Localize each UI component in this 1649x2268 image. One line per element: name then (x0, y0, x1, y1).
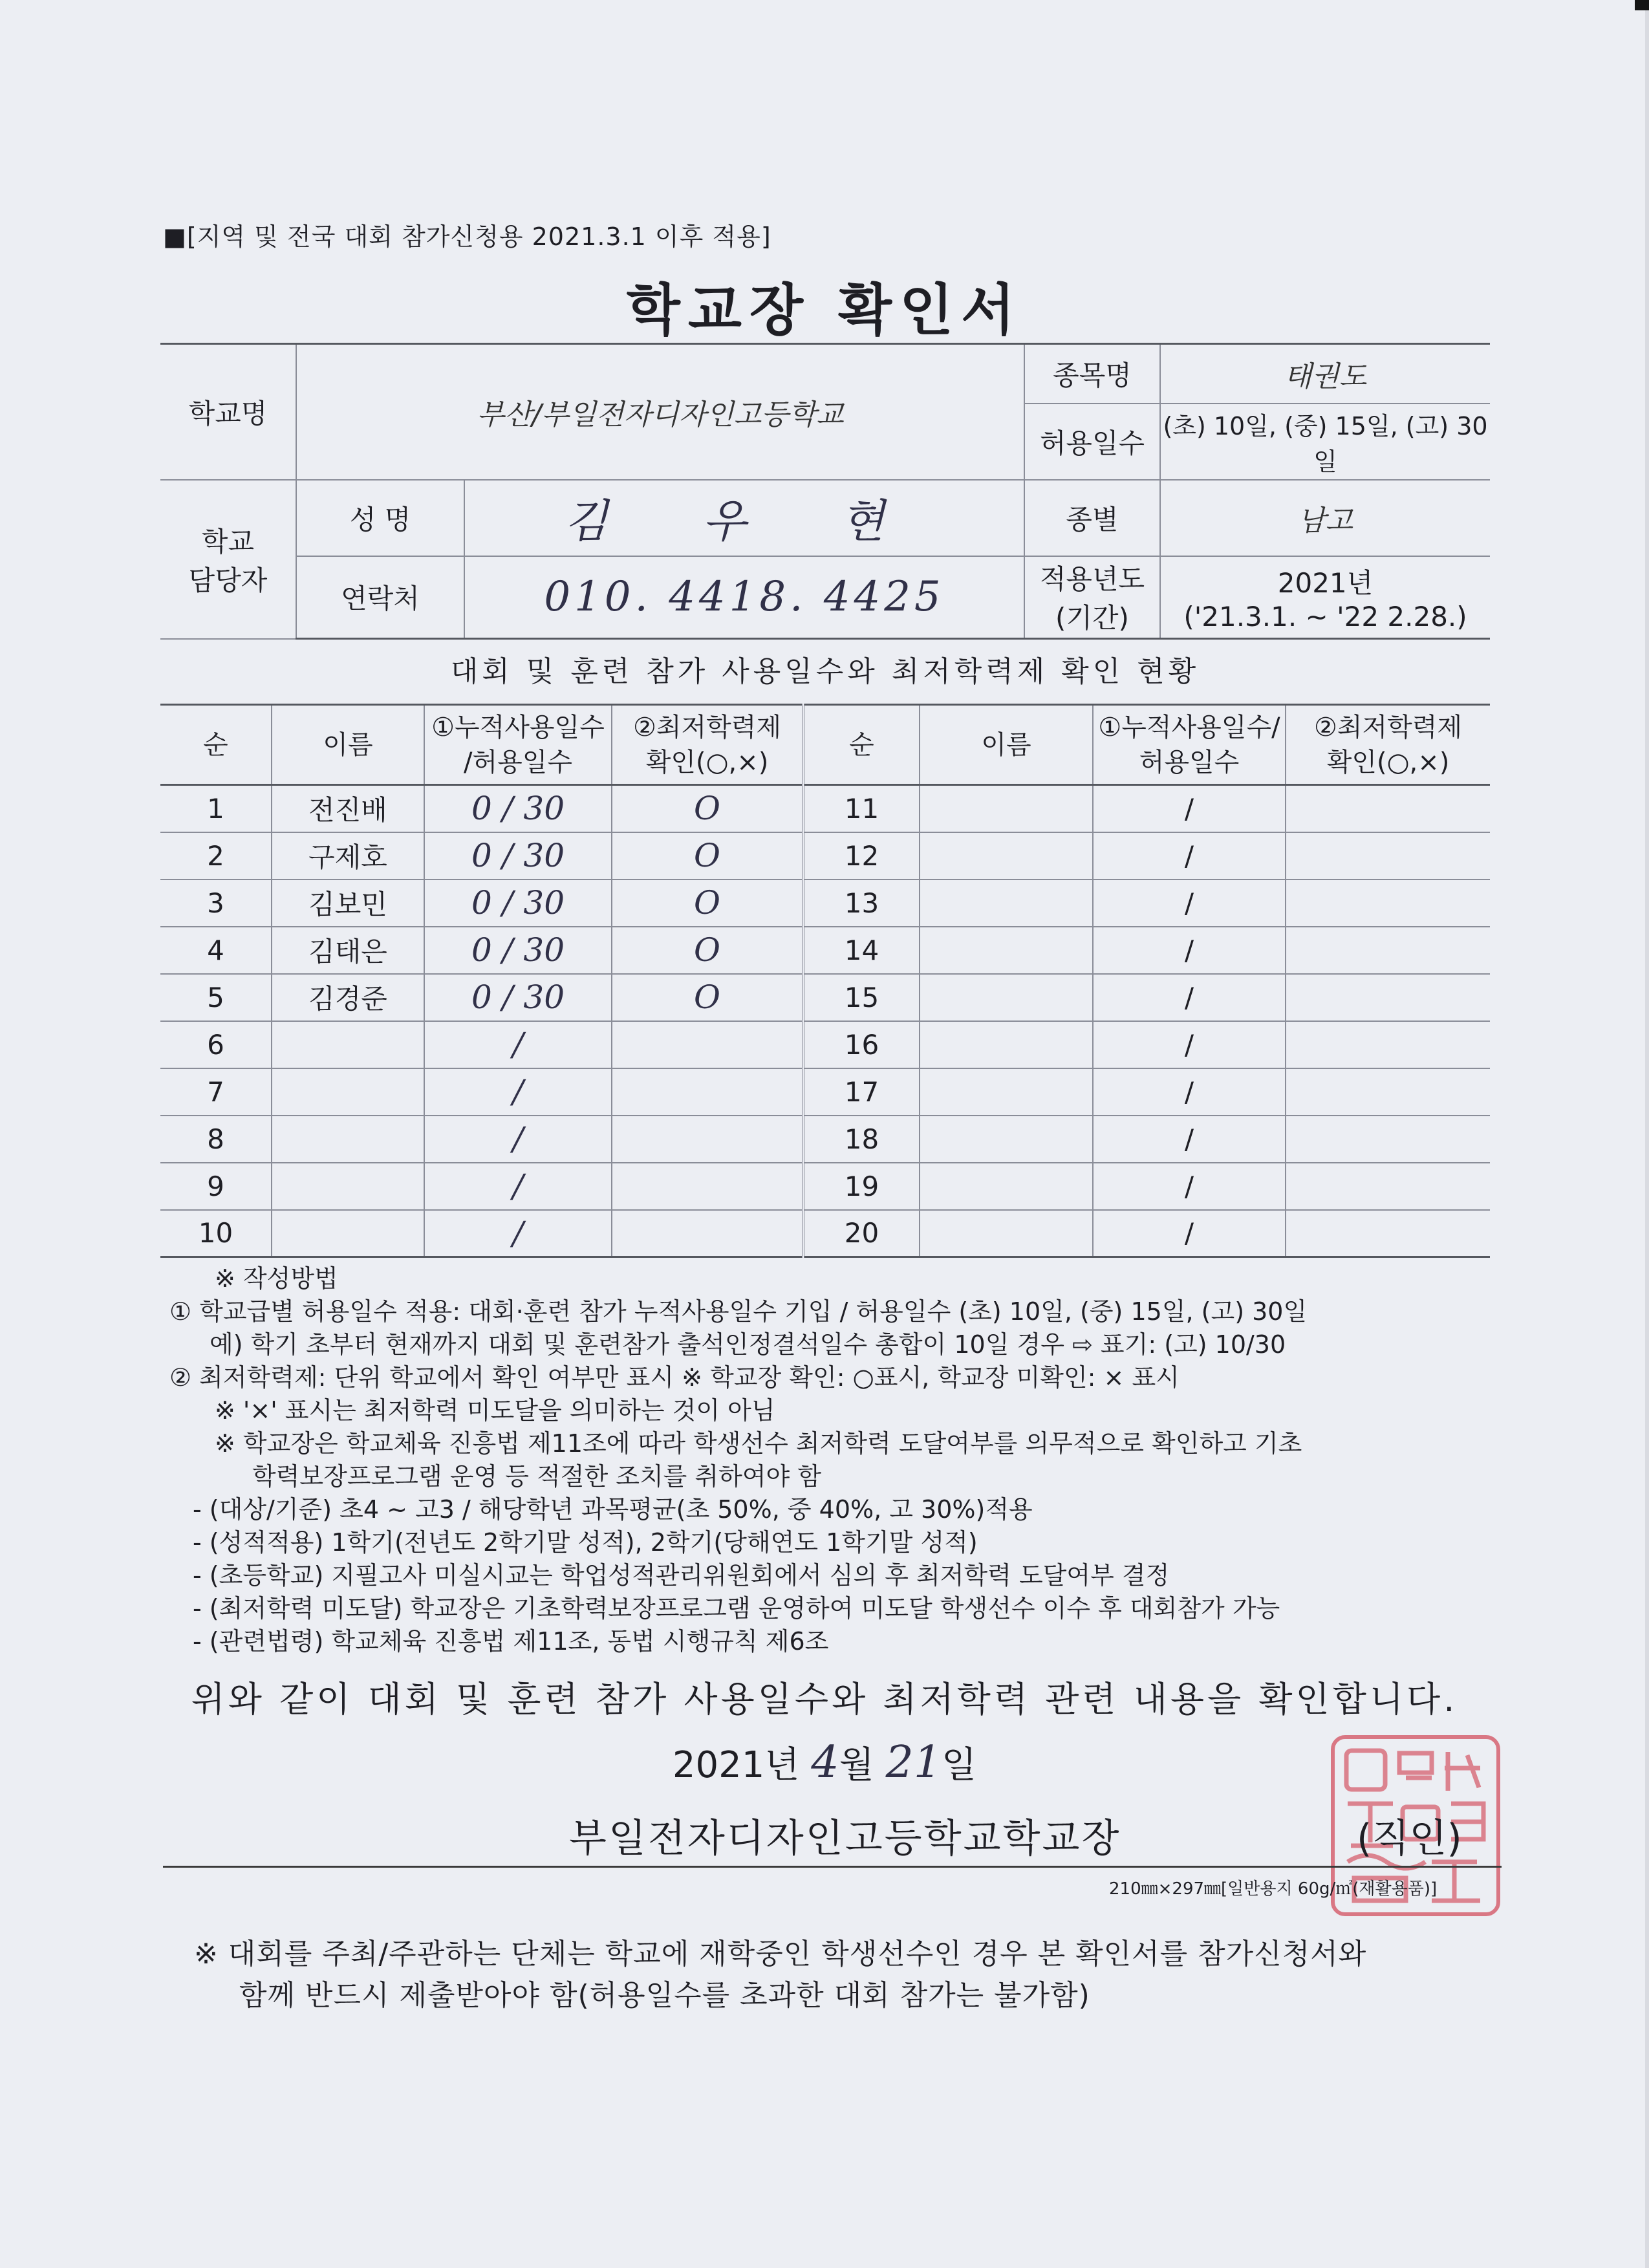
row-no: 10 (160, 1210, 272, 1257)
row-no-right: 12 (803, 832, 920, 880)
row-min-check: O (612, 880, 803, 927)
year-label (1024, 556, 1160, 639)
year-value (1160, 556, 1490, 639)
row-days-right: / (1093, 1163, 1286, 1210)
row-name-right (920, 1068, 1093, 1116)
note-1b: 예) 학기 초부터 현재까지 대회 및 훈련참가 출석인정결석일수 총합이 10일 경우 ⇨ 표기: (고) 10/30 (210, 1330, 1286, 1359)
row-name: 김태은 (272, 927, 424, 974)
row-days-right: / (1093, 1068, 1286, 1116)
row-min-check-right (1286, 785, 1490, 832)
row-min-check (612, 1163, 803, 1210)
row-name: 김경준 (272, 974, 424, 1021)
row-no: 6 (160, 1021, 272, 1068)
manager-label-line1: 학교 (201, 525, 255, 557)
row-no-right: 15 (803, 974, 920, 1021)
date-day-unit: 일 (942, 1744, 977, 1786)
header-min-right (1286, 705, 1490, 785)
manager-label-line2: 담당자 (188, 564, 268, 596)
usage-table (160, 704, 1490, 1258)
row-days: / (424, 1116, 612, 1163)
table-row (160, 1116, 1490, 1163)
row-no-right: 19 (803, 1163, 920, 1210)
row-days-right: / (1093, 832, 1286, 880)
year-value-line1: 2021년 (1277, 567, 1374, 599)
form-usage-note: ■[지역 및 전국 대회 참가신청용 2021.3.1 이후 적용] (163, 222, 771, 251)
date-day: 21 (885, 1737, 942, 1788)
row-days-right: / (1093, 785, 1286, 832)
note-d4: - (최저학력 미도달) 학교장은 기초학력보장프로그램 운영하여 미도달 학생선수 이수 후 대회참가 가능 (193, 1594, 1280, 1623)
row-no: 4 (160, 927, 272, 974)
usage-subtitle: 대회 및 훈련 참가 사용일수와 최저학력제 확인 현황 (450, 655, 1200, 688)
principal-title: 부일전자디자인고등학교학교장 (569, 1816, 1121, 1861)
row-name: 구제호 (272, 832, 424, 880)
header-days-right-line2: 허용일수 (1139, 747, 1240, 777)
row-name (272, 1116, 424, 1163)
row-min-check (612, 1210, 803, 1257)
row-no: 1 (160, 785, 272, 832)
header-no: 순 (160, 705, 272, 785)
row-days: 0 / 30 (424, 785, 612, 832)
row-no: 9 (160, 1163, 272, 1210)
row-days: / (424, 1210, 612, 1257)
document-title: 학교장 확인서 (626, 278, 1023, 343)
header-min-right-line2: 확인(○,×) (1326, 747, 1450, 777)
contact-label: 연락처 (296, 556, 464, 639)
row-name-right (920, 1210, 1093, 1257)
confirmation-statement: 위와 같이 대회 및 훈련 참가 사용일수와 최저학력 관련 내용을 확인합니다. (191, 1679, 1458, 1720)
manager-name: 김 우 현 (464, 480, 1024, 556)
paper-spec: 210㎜×297㎜[일반용지 60g/㎡(재활용품)] (1109, 1879, 1438, 1899)
note-2c: 학력보장프로그램 운영 등 적절한 조치를 취하여야 함 (252, 1462, 822, 1491)
row-name (272, 1068, 424, 1116)
header-min-line1: ②최저학력제 (632, 712, 782, 742)
row-min-check: O (612, 785, 803, 832)
row-days-right: / (1093, 1021, 1286, 1068)
name-label: 성 명 (296, 480, 464, 556)
note-d3: - (초등학교) 지필고사 미실시교는 학업성적관리위원회에서 심의 후 최저학력 도달여부 결정 (193, 1561, 1170, 1590)
usage-rows (160, 785, 1490, 1257)
row-no: 5 (160, 974, 272, 1021)
table-row (160, 1021, 1490, 1068)
note-2b: ※ 학교장은 학교체육 진흥법 제11조에 따라 학생선수 최저학력 도달여부를 의무적으로 확인하고 기초 (215, 1429, 1302, 1458)
row-name-right (920, 832, 1093, 880)
header-name: 이름 (272, 705, 424, 785)
table-row (160, 880, 1490, 927)
row-no-right: 11 (803, 785, 920, 832)
row-no: 7 (160, 1068, 272, 1116)
row-min-check-right (1286, 1068, 1490, 1116)
row-min-check-right (1286, 1021, 1490, 1068)
header-days-right-line1: ①누적사용일수/ (1098, 712, 1280, 742)
date-month: 4 (811, 1737, 839, 1788)
header-days-line1: ①누적사용일수 (431, 712, 605, 742)
row-min-check-right (1286, 832, 1490, 880)
header-name-right: 이름 (920, 705, 1093, 785)
allowed-days-value: (초) 10일, (중) 15일, (고) 30일 (1160, 404, 1490, 480)
row-name (272, 1163, 424, 1210)
manager-label (160, 480, 296, 639)
row-days: 0 / 30 (424, 927, 612, 974)
table-row (160, 1210, 1490, 1257)
note-2a: ※ '×' 표시는 최저학력 미도달을 의미하는 것이 아님 (215, 1396, 775, 1425)
row-min-check-right (1286, 927, 1490, 974)
table-row (160, 927, 1490, 974)
row-min-check-right (1286, 880, 1490, 927)
row-days-right: / (1093, 1116, 1286, 1163)
category-value: 남고 (1160, 480, 1490, 556)
row-min-check: O (612, 974, 803, 1021)
header-min (612, 705, 803, 785)
header-days-line2: /허용일수 (463, 747, 573, 777)
table-row (160, 974, 1490, 1021)
row-no-right: 14 (803, 927, 920, 974)
row-no-right: 17 (803, 1068, 920, 1116)
header-days-right (1093, 705, 1286, 785)
scan-edge-mark (1635, 0, 1649, 10)
row-days: 0 / 30 (424, 832, 612, 880)
table-row (160, 785, 1490, 832)
year-value-line2: ('21.3.1. ~ '22 2.28.) (1183, 600, 1467, 632)
row-no: 2 (160, 832, 272, 880)
header-min-line2: 확인(○,×) (645, 747, 769, 777)
row-min-check: O (612, 927, 803, 974)
year-label-line2: (기간) (1055, 602, 1129, 634)
bottom-divider (163, 1866, 1502, 1868)
row-no-right: 16 (803, 1021, 920, 1068)
header-min-right-line1: ②최저학력제 (1313, 712, 1463, 742)
row-min-check-right (1286, 1163, 1490, 1210)
row-no-right: 13 (803, 880, 920, 927)
row-name-right (920, 927, 1093, 974)
header-days (424, 705, 612, 785)
note-2: ② 최저학력제: 단위 학교에서 확인 여부만 표시 ※ 학교장 확인: ○표시, 학교장 미확인: × 표시 (169, 1363, 1180, 1392)
footnote (194, 1934, 1366, 2016)
header-no-right: 순 (803, 705, 920, 785)
row-name-right (920, 1021, 1093, 1068)
row-min-check (612, 1068, 803, 1116)
table-row (160, 1068, 1490, 1116)
note-d5: - (관련법령) 학교체육 진흥법 제11조, 동법 시행규칙 제6조 (193, 1627, 829, 1656)
date-month-unit: 월 (839, 1744, 874, 1786)
notes-heading: ※ 작성방법 (215, 1264, 338, 1293)
row-min-check-right (1286, 974, 1490, 1021)
info-table (160, 343, 1490, 640)
footnote-line1: ※ 대회를 주최/주관하는 단체는 학교에 재학중인 학생선수인 경우 본 확인서를 참가신청서와 (194, 1938, 1367, 1971)
sport-value: 태권도 (1160, 344, 1490, 404)
row-days-right: / (1093, 974, 1286, 1021)
row-days: / (424, 1068, 612, 1116)
row-name-right (920, 1163, 1093, 1210)
row-name-right (920, 880, 1093, 927)
contact-value: 010. 4418. 4425 (464, 556, 1024, 639)
date-year: 2021년 (672, 1744, 800, 1786)
row-name-right (920, 974, 1093, 1021)
category-label: 종별 (1024, 480, 1160, 556)
row-name-right (920, 1116, 1093, 1163)
row-no: 8 (160, 1116, 272, 1163)
note-1a: ① 학교급별 허용일수 적용: 대회·훈련 참가 누적사용일수 기입 / 허용일수 (초) 10일, (중) 15일, (고) 30일 (169, 1297, 1308, 1326)
row-name-right (920, 785, 1093, 832)
row-name (272, 1210, 424, 1257)
seal-label: (직인) (1357, 1816, 1462, 1861)
row-days: 0 / 30 (424, 974, 612, 1021)
writing-instructions (169, 1262, 1502, 1658)
year-label-line1: 적용년도 (1039, 563, 1145, 596)
table-row (160, 832, 1490, 880)
note-d1: - (대상/기준) 초4 ~ 고3 / 해당학년 과목평균(초 50%, 중 40%, 고 30%)적용 (193, 1495, 1033, 1524)
row-no: 3 (160, 880, 272, 927)
row-name (272, 1021, 424, 1068)
row-min-check: O (612, 832, 803, 880)
row-min-check (612, 1021, 803, 1068)
allowed-days-label: 허용일수 (1024, 404, 1160, 480)
row-days-right: / (1093, 927, 1286, 974)
row-days: / (424, 1021, 612, 1068)
table-row (160, 1163, 1490, 1210)
row-days: 0 / 30 (424, 880, 612, 927)
row-days-right: / (1093, 1210, 1286, 1257)
row-min-check (612, 1116, 803, 1163)
sport-label: 종목명 (1024, 344, 1160, 404)
row-min-check-right (1286, 1116, 1490, 1163)
row-name: 김보민 (272, 880, 424, 927)
row-name: 전진배 (272, 785, 424, 832)
school-value: 부산/부일전자디자인고등학교 (296, 344, 1024, 480)
row-days-right: / (1093, 880, 1286, 927)
footnote-line2: 함께 반드시 제출받아야 함(허용일수를 초과한 대회 참가는 불가함) (239, 1979, 1090, 2012)
note-d2: - (성적적용) 1학기(전년도 2학기말 성적), 2학기(당해연도 1학기말 성적) (193, 1528, 978, 1557)
row-no-right: 20 (803, 1210, 920, 1257)
row-days: / (424, 1163, 612, 1210)
school-label: 학교명 (160, 344, 296, 480)
row-min-check-right (1286, 1210, 1490, 1257)
row-no-right: 18 (803, 1116, 920, 1163)
